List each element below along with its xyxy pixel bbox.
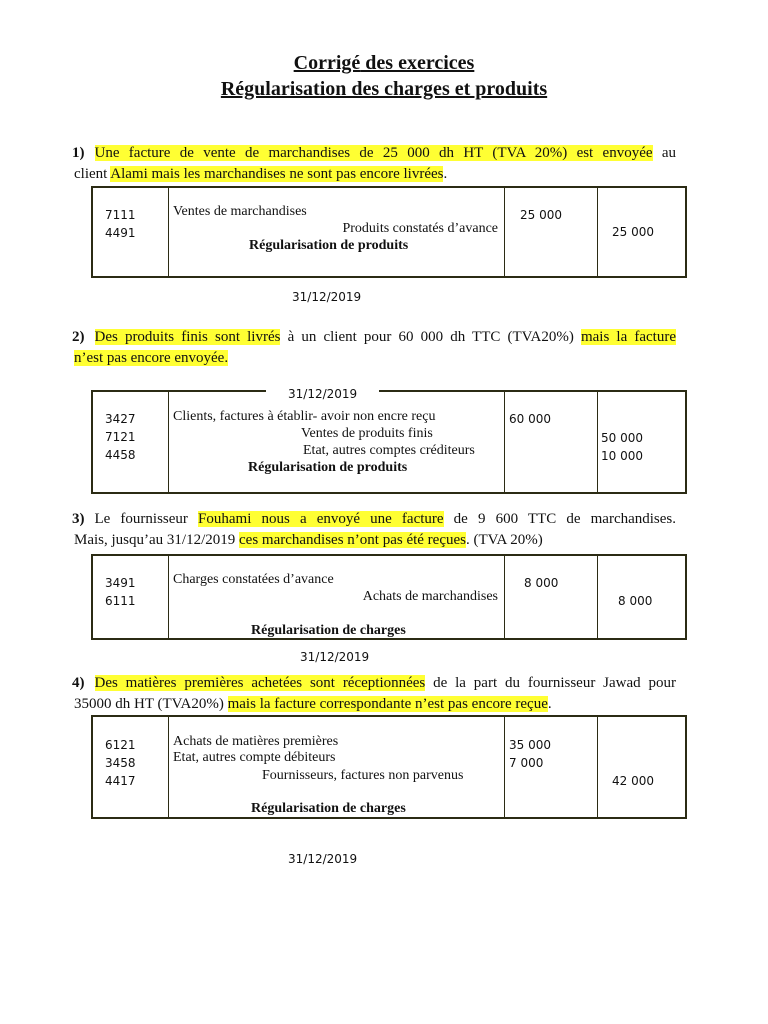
account-codes xyxy=(105,410,136,464)
entry-label: Régularisation de produits xyxy=(249,238,409,253)
exercise-number: 3) xyxy=(72,511,85,527)
credit-amount: 10 000 xyxy=(601,449,643,463)
document-title-line2: Régularisation des charges et produits xyxy=(220,78,548,100)
journal-entry-2 xyxy=(91,390,687,494)
account-label-credit: Etat, autres comptes créditeurs xyxy=(303,443,475,458)
account-codes xyxy=(105,206,136,242)
account-codes xyxy=(105,736,136,790)
highlighted-text: mais la facture xyxy=(580,329,676,345)
statement-text: client xyxy=(74,166,111,182)
account-code: 4417 xyxy=(105,774,136,788)
highlighted-text: ces marchandises n’ont pas été reçues xyxy=(239,532,466,548)
account-label-debit: Etat, autres compte débiteurs xyxy=(173,750,336,765)
debit-amount: 8 000 xyxy=(524,576,559,590)
account-code: 3491 xyxy=(105,576,136,590)
entry-label: Régularisation de charges xyxy=(251,623,406,638)
exercise-1-statement xyxy=(72,143,676,185)
account-label-credit: Achats de marchandises xyxy=(362,589,498,604)
account-code: 3427 xyxy=(105,412,136,426)
title-word-exercices: des exercices xyxy=(360,52,475,74)
account-code: 4491 xyxy=(105,226,136,240)
entry-label: Régularisation de produits xyxy=(248,460,408,475)
exercise-4-statement xyxy=(72,673,676,715)
statement-text: 35000 dh HT (TVA20%) xyxy=(74,696,228,712)
document-title-line1 xyxy=(0,52,768,75)
entry-date: 31/12/2019 xyxy=(288,852,358,866)
credit-amount: 50 000 xyxy=(601,431,643,445)
exercise-2-statement xyxy=(72,327,676,369)
title-word-corrige: Corrigé xyxy=(293,52,361,74)
debit-amount: 60 000 xyxy=(509,412,551,426)
account-label-debit: Clients, factures à établir- avoir non encre reçu xyxy=(173,409,436,424)
entry-date: 31/12/2019 xyxy=(266,387,379,401)
account-codes xyxy=(105,574,136,610)
exercise-number: 2) xyxy=(72,329,85,345)
account-code: 6111 xyxy=(105,594,136,608)
highlighted-text: Fouhami nous a envoyé une facture xyxy=(198,511,444,527)
highlighted-text: n’est pas encore envoyée. xyxy=(74,350,229,366)
account-code: 4458 xyxy=(105,448,136,462)
debit-amount: 35 000 xyxy=(509,738,551,752)
account-label-credit: Ventes de produits finis xyxy=(301,426,433,441)
statement-text: . xyxy=(547,696,552,712)
account-code: 7111 xyxy=(105,208,136,222)
entry-date: 31/12/2019 xyxy=(300,650,370,664)
statement-text: Le fournisseur xyxy=(94,511,199,527)
account-code: 6121 xyxy=(105,738,136,752)
account-label-credit: Fournisseurs, factures non parvenus xyxy=(262,768,464,783)
account-code: 7121 xyxy=(105,430,136,444)
statement-text: . xyxy=(443,166,448,182)
exercise-3-statement xyxy=(72,509,676,551)
statement-text: à un client pour 60 000 dh TTC (TVA20%) xyxy=(280,329,581,345)
highlighted-text: Une facture de vente de marchandises de 25 000 dh HT (TVA 20%) est envoyée xyxy=(94,145,653,161)
account-label-debit: Achats de matières premières xyxy=(173,734,339,749)
credit-amount: 8 000 xyxy=(618,594,653,608)
highlighted-text: mais la facture correspondante n’est pas encore reçue xyxy=(227,696,548,712)
exercise-number: 4) xyxy=(72,675,85,691)
credit-amount: 42 000 xyxy=(612,774,654,788)
statement-text: . (TVA 20%) xyxy=(466,532,543,548)
debit-amount: 25 000 xyxy=(520,208,562,222)
highlighted-text: Des matières premières achetées sont réceptionnées xyxy=(94,675,426,691)
statement-text: de la part du fournisseur Jawad pour xyxy=(425,675,676,691)
statement-text: au xyxy=(652,145,676,161)
statement-text: Mais, jusqu’au 31/12/2019 xyxy=(74,532,239,548)
entry-label: Régularisation de charges xyxy=(251,801,406,816)
entry-date: 31/12/2019 xyxy=(292,290,362,304)
highlighted-text: Alami mais les marchandises ne sont pas encore livrées xyxy=(110,166,444,182)
credit-amount: 25 000 xyxy=(612,225,654,239)
account-label-credit: Produits constatés d’avance xyxy=(342,221,498,236)
account-label-debit: Ventes de marchandises xyxy=(173,204,307,219)
statement-text: de 9 600 TTC de marchandises. xyxy=(443,511,677,527)
account-code: 3458 xyxy=(105,756,136,770)
exercise-number: 1) xyxy=(72,145,85,161)
highlighted-text: Des produits finis sont livrés xyxy=(94,329,281,345)
journal-entry-1 xyxy=(91,186,687,278)
account-label-debit: Charges constatées d’avance xyxy=(173,572,334,587)
journal-entry-4 xyxy=(91,715,687,819)
debit-amount: 7 000 xyxy=(509,756,544,770)
journal-entry-3 xyxy=(91,554,687,640)
